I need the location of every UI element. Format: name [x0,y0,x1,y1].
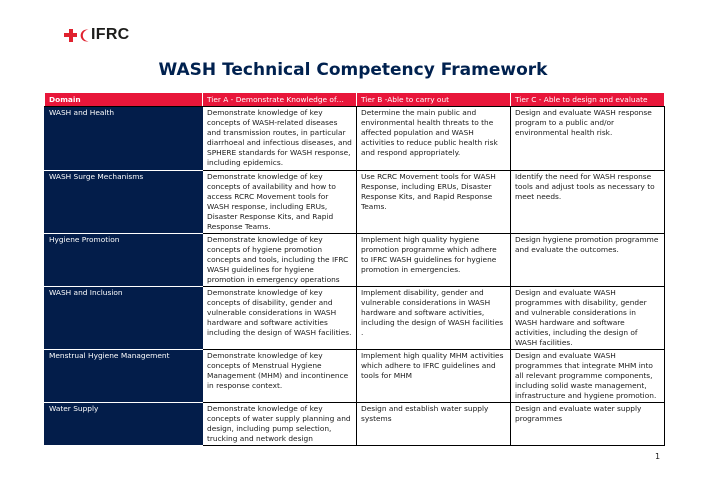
domain-cell: WASH and Health [45,107,203,171]
ifrc-logo [64,25,130,45]
tier-c-cell: Design hygiene promotion programme and evaluate the outcomes. [511,234,665,287]
tier-c-cell: Design and evaluate WASH programmes that integrate MHM into all relevant programme components, including solid waste management, infrastructure and hygiene promotion. [511,350,665,403]
tier-c-cell: Design and evaluate WASH response program to a public and/or environmental health risk. [511,107,665,171]
tier-c-cell: Design and evaluate water supply programmes [511,403,665,446]
table-row [45,171,665,234]
tier-c-cell: Identify the need for WASH response tools and adjust tools as necessary to meet needs. [511,171,665,234]
tier-b-cell: Implement disability, gender and vulnerable considerations in WASH hardware and software activities, including the design of WASH facilities . [357,287,511,350]
header-domain: Domain [45,93,203,107]
competency-table [44,92,665,446]
domain-cell: Menstrual Hygiene Management [45,350,203,403]
red-crescent-icon [79,29,90,42]
domain-cell: Water Supply [45,403,203,446]
table-row [45,234,665,287]
tier-a-cell: Demonstrate knowledge of key concepts of hygiene promotion concepts and tools, including the IFRC WASH guidelines for hygiene promotion in emergency operations [203,234,357,287]
tier-a-cell: Demonstrate knowledge of key concepts of Menstrual Hygiene Management (MHM) and incontinence in response context. [203,350,357,403]
header-tier-b: Tier B -Able to carry out [357,93,511,107]
logo-text: IFRC [91,26,130,43]
header-tier-a: Tier A - Demonstrate Knowledge of… [203,93,357,107]
tier-a-cell: Demonstrate knowledge of key concepts of WASH-related diseases and transmission routes, in particular diarrhoeal and infectious diseases, and SPHERE standards for WASH response, including epidemics. [203,107,357,171]
tier-a-cell: Demonstrate knowledge of key concepts of disability, gender and vulnerable considerations in WASH hardware and software activities including the design of WASH facilities. [203,287,357,350]
domain-cell: WASH and Inclusion [45,287,203,350]
tier-b-cell: Use RCRC Movement tools for WASH Response, including ERUs, Disaster Response Kits, and Rapid Response Teams. [357,171,511,234]
red-cross-icon [64,29,77,42]
domain-cell: Hygiene Promotion [45,234,203,287]
table-row [45,287,665,350]
tier-a-cell: Demonstrate knowledge of key concepts of water supply planning and design, including pump selection, trucking and network design [203,403,357,446]
table-row [45,350,665,403]
table-row [45,107,665,171]
header-tier-c: Tier C - Able to design and evaluate [511,93,665,107]
tier-b-cell: Determine the main public and environmental health threats to the affected population and WASH activities to reduce public health risk and respond appropriately. [357,107,511,171]
tier-b-cell: Implement high quality MHM activities which adhere to IFRC guidelines and tools for MHM [357,350,511,403]
document-title: WASH Technical Competency Framework [158,60,548,80]
tier-a-cell: Demonstrate knowledge of key concepts of availability and how to access RCRC Movement tools for WASH response, including ERUs, Disaster Response Kits, and Rapid Response Teams. [203,171,357,234]
tier-c-cell: Design and evaluate WASH programmes with disability, gender and vulnerable considerations in WASH hardware and software activities, including the design of WASH facilities. [511,287,665,350]
table-row [45,403,665,446]
table-header-row [45,93,665,107]
page-number: 1 [655,452,661,461]
domain-cell: WASH Surge Mechanisms [45,171,203,234]
tier-b-cell: Implement high quality hygiene promotion programme which adhere to IFRC WASH guidelines for hygiene promotion in emergencies. [357,234,511,287]
tier-b-cell: Design and establish water supply systems [357,403,511,446]
